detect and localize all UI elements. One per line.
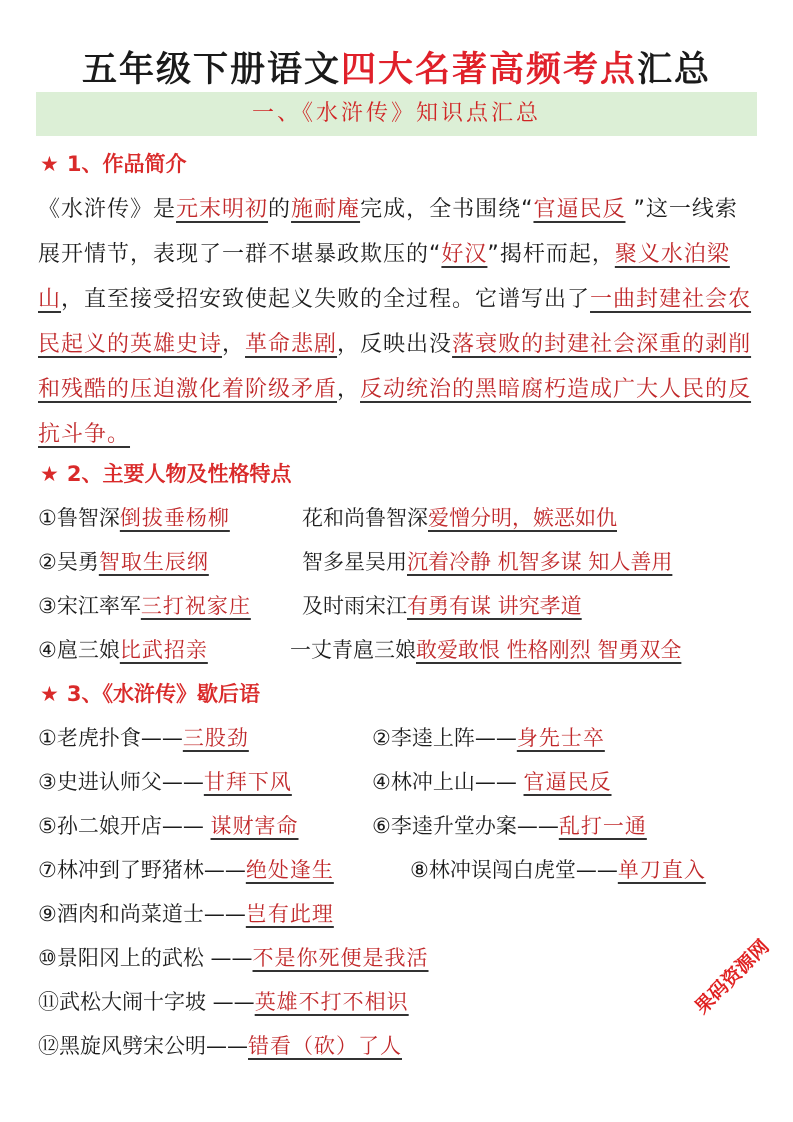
section2-heading-text: 2、主要人物及性格特点 <box>66 462 292 486</box>
trait: 爱憎分明，嫉恶如仇 <box>428 506 617 530</box>
idiom-question: ⑤孙二娘开店—— <box>38 814 211 838</box>
character-row-3 <box>38 590 251 620</box>
watermark: 果码资源网 <box>690 935 774 1019</box>
idiom-question: ①老虎扑食—— <box>38 726 183 750</box>
nickname: 一丈青扈三娘 <box>290 638 416 662</box>
idiom-item <box>38 854 334 884</box>
event-person: ②吴勇 <box>38 550 99 574</box>
idiom-answer: 官逼民反 <box>523 770 612 794</box>
paragraph-text: 的 <box>268 197 292 222</box>
star-icon: ★ <box>40 462 59 486</box>
title-pre: 五年级下册语文 <box>81 50 341 90</box>
highlighted-term: 落衰败的封建社会深重的剥削和残酷的压迫激化着阶级矛盾 <box>38 332 752 402</box>
event-name: 倒拔垂杨柳 <box>119 506 230 530</box>
trait: 沉着冷静 机智多谋 知人善用 <box>407 550 673 574</box>
idiom-answer: 错看（砍）了人 <box>248 1034 402 1058</box>
event-person: ①鲁智深 <box>38 506 120 530</box>
idiom-item <box>38 766 292 796</box>
highlighted-term: 一曲封建社会农民起义的英雄史诗 <box>38 287 752 357</box>
paragraph-text: 《水浒传》是 <box>38 197 177 222</box>
idiom-answer: 不是你死便是我活 <box>252 946 429 970</box>
idiom-answer: 英雄不打不相识 <box>254 990 409 1014</box>
title-post: 汇总 <box>637 50 712 90</box>
paragraph-text: ，直至接受招安致使起义失败的全过程。它谱写出了 <box>61 287 591 312</box>
section3-heading <box>40 678 260 708</box>
idiom-answer: 三股劲 <box>182 726 249 750</box>
idiom-item <box>38 942 429 972</box>
highlighted-term: 元末明初 <box>176 197 269 222</box>
highlighted-term: 施耐庵 <box>291 197 361 222</box>
paragraph-text: ”这一线索展开情节，表现了一群不堪暴政欺压的“ <box>38 197 738 267</box>
idiom-question: ⑩景阳冈上的武松 —— <box>38 946 253 970</box>
section1-heading <box>40 148 186 178</box>
idiom-question: ⑫黑旋风劈宋公明—— <box>38 1034 248 1058</box>
idiom-item <box>38 986 409 1016</box>
idiom-answer: 绝处逢生 <box>245 858 334 882</box>
idiom-item <box>38 898 334 928</box>
section2-heading <box>40 458 291 488</box>
idiom-item <box>372 722 605 752</box>
idiom-item <box>38 1030 402 1060</box>
section3-heading-text: 3、《水浒传》歇后语 <box>66 682 260 706</box>
page-title <box>0 42 793 92</box>
event-person: ③宋江率军 <box>38 594 141 618</box>
idiom-item <box>38 722 249 752</box>
highlighted-term: 聚义水泊梁山 <box>38 242 730 312</box>
highlighted-term: 革命悲剧 <box>245 332 338 357</box>
idiom-question: ②李逵上阵—— <box>372 726 517 750</box>
character-trait-1 <box>302 502 617 532</box>
idiom-answer: 谋财害命 <box>210 814 299 838</box>
idiom-answer: 岂有此理 <box>245 902 334 926</box>
paragraph-text: ， <box>222 332 246 357</box>
character-trait-2 <box>302 546 672 576</box>
character-trait-3 <box>302 590 582 620</box>
idiom-question: ⑨酒肉和尚菜道士—— <box>38 902 246 926</box>
section1-heading-text: 1、作品简介 <box>66 152 187 176</box>
star-icon: ★ <box>40 152 59 176</box>
character-row-1 <box>38 502 230 532</box>
highlighted-term: 反动统治的黑暗腐朽造成广大人民的反抗斗争。 <box>38 377 752 447</box>
idiom-item <box>372 810 647 840</box>
idiom-item <box>372 766 612 796</box>
event-name: 智取生辰纲 <box>98 550 209 574</box>
idiom-answer: 甘拜下风 <box>203 770 292 794</box>
trait: 有勇有谋 讲究孝道 <box>407 594 582 618</box>
idiom-item <box>410 854 706 884</box>
paragraph-text: ， <box>337 377 361 402</box>
trait: 敢爱敢恨 性格刚烈 智勇双全 <box>416 638 682 662</box>
idiom-answer: 单刀直入 <box>617 858 706 882</box>
idiom-question: ⑧林冲误闯白虎堂—— <box>410 858 618 882</box>
event-name: 三打祝家庄 <box>140 594 251 618</box>
event-person: ④扈三娘 <box>38 638 120 662</box>
nickname: 花和尚鲁智深 <box>302 506 428 530</box>
character-trait-4 <box>290 634 681 664</box>
highlighted-term: 好汉 <box>441 242 488 267</box>
idiom-question: ⑪武松大闹十字坡 —— <box>38 990 255 1014</box>
event-name: 比武招亲 <box>119 638 208 662</box>
character-row-4 <box>38 634 208 664</box>
nickname: 智多星吴用 <box>302 550 407 574</box>
idiom-question: ④林冲上山—— <box>372 770 524 794</box>
section1-paragraph <box>38 187 760 457</box>
paragraph-text: ，反映出没 <box>337 332 453 357</box>
paragraph-text: ”揭杆而起， <box>487 242 615 267</box>
idiom-item <box>38 810 299 840</box>
title-highlight: 四大名著高频考点 <box>340 50 637 90</box>
idiom-question: ⑦林冲到了野猪林—— <box>38 858 246 882</box>
idiom-question: ⑥李逵升堂办案—— <box>372 814 559 838</box>
nickname: 及时雨宋江 <box>302 594 407 618</box>
subtitle-text: 一、《水浒传》知识点汇总 <box>251 101 541 126</box>
star-icon: ★ <box>40 682 59 706</box>
character-row-2 <box>38 546 209 576</box>
highlighted-term: 官逼民反 <box>533 197 626 222</box>
idiom-question: ③史进认师父—— <box>38 770 204 794</box>
paragraph-text: 完成，全书围绕“ <box>360 197 534 222</box>
idiom-answer: 身先士卒 <box>516 726 605 750</box>
idiom-answer: 乱打一通 <box>558 814 647 838</box>
subtitle-banner <box>36 92 757 136</box>
